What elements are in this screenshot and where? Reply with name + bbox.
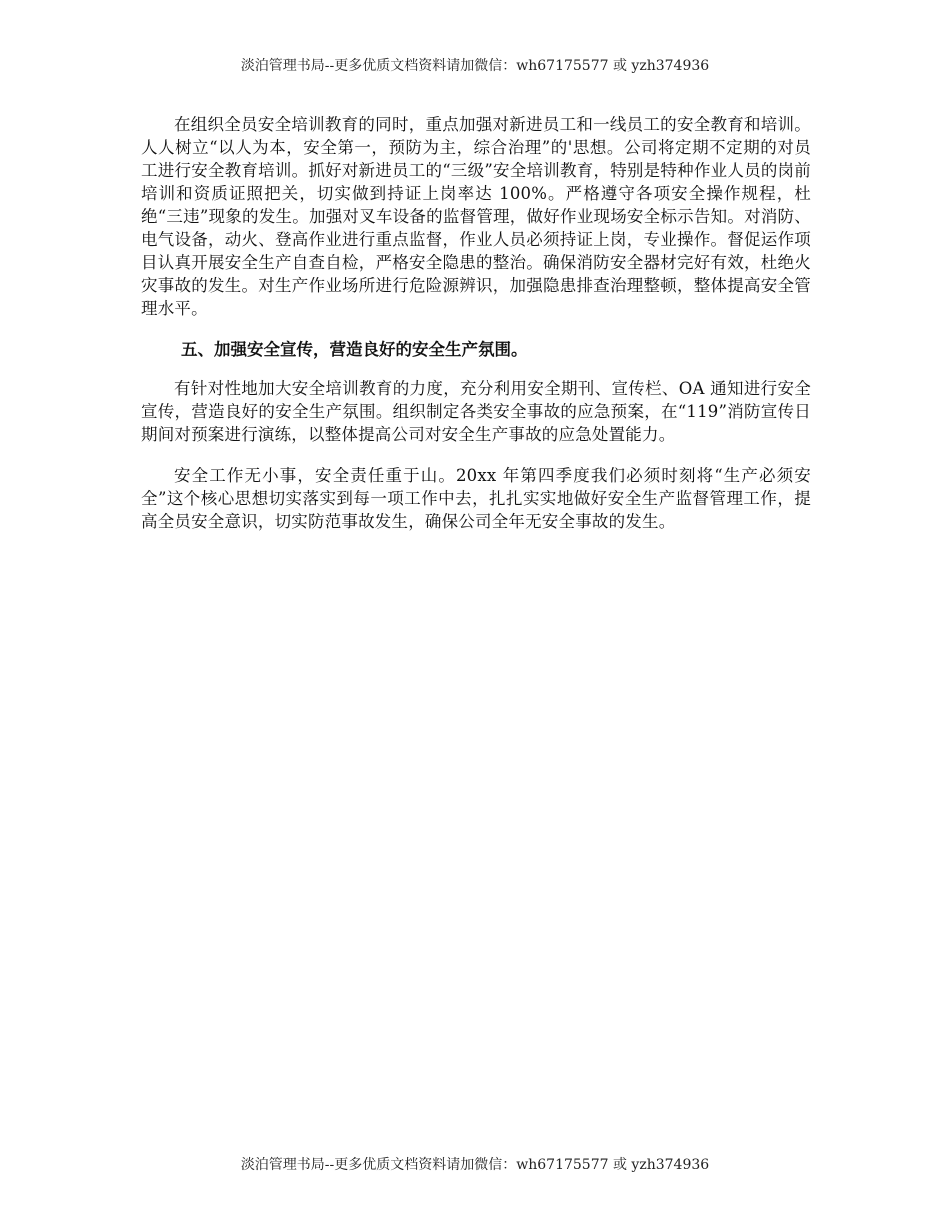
body-paragraph: 在组织全员安全培训教育的同时，重点加强对新进员工和一线员工的安全教育和培训。人人树立“以人为本，安全第一，预防为主，综合治理”的'思想。公司将定期不定期的对员工进行安全教育培训。抓好对新进员工的“三级”安全培训教育，特别是特种作业人员的岗前培训和资质证照把关，切实做到持证上岗率达 100%。严格遵守各项安全操作规程，杜绝“三违”现象的发生。加强对叉车设备的监督管理，做好作业现场安全标示告知。对消防、电气设备，动火、登高作业进行重点监督，作业人员必须持证上岗，专业操作。督促运作项目认真开展安全生产自查自检，严格安全隐患的整治。确保消防安全器材完好有效，杜绝火灾事故的发生。对生产作业场所进行危险源辨识，加强隐患排查治理整顿，整体提高安全管理水平。 xyxy=(141,115,811,318)
body-paragraph: 有针对性地加大安全培训教育的力度，充分利用安全期刊、宣传栏、OA 通知进行安全宣传，营造良好的安全生产氛围。组织制定各类安全事故的应急预案，在“119”消防宣传日期间对预案进行演练，以整体提高公司对安全生产事故的应急处置能力。 xyxy=(141,379,811,444)
page-header: 淡泊管理书局--更多优质文档资料请加微信：wh67175577 或 yzh374936 xyxy=(240,58,710,74)
document-body xyxy=(141,113,811,533)
body-paragraph: 安全工作无小事，安全责任重于山。20xx 年第四季度我们必须时刻将“生产必须安全”这个核心思想切实落实到每一项工作中去，扎扎实实地做好安全生产监督管理工作，提高全员安全意识，切实防范事故发生，确保公司全年无安全事故的发生。 xyxy=(141,466,811,531)
page-footer: 淡泊管理书局--更多优质文档资料请加微信：wh67175577 或 yzh374936 xyxy=(240,1157,710,1173)
section-heading: 五、加强安全宣传，营造良好的安全生产氛围。 xyxy=(181,340,528,359)
